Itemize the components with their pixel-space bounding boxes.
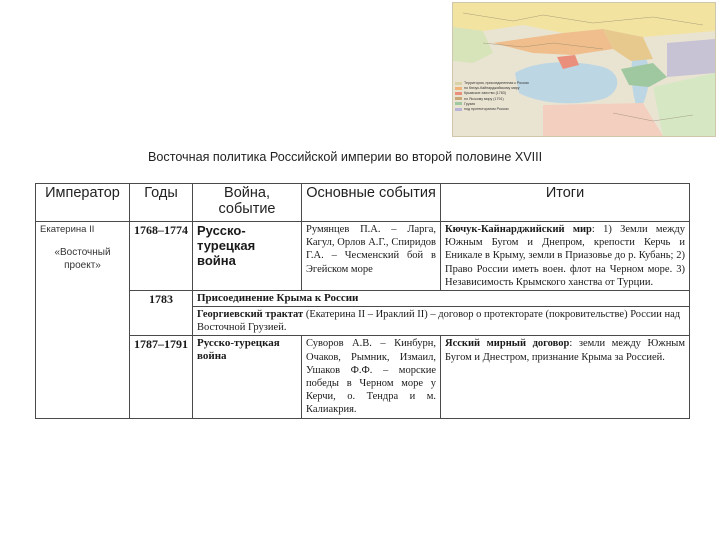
- policy-table: [35, 183, 690, 419]
- years-cell: 1787–1791: [130, 336, 193, 418]
- war-cell: Русско-турецкая война: [193, 222, 302, 291]
- header-war: Война, событие: [193, 184, 302, 222]
- events-cell: Суворов А.В. – Кинбурн, Очаков, Рымник, Измаил, Ушаков Ф.Ф. – морские победы в Черном море у Керчи, о. Тендра и м. Калиакрия.: [302, 336, 441, 418]
- header-emperor: Император: [36, 184, 130, 222]
- page-title: Восточная политика Российской империи во второй половине XVIII: [148, 150, 543, 164]
- table-header-row: [36, 184, 690, 222]
- header-events: Основные события: [302, 184, 441, 222]
- legend-entry: под протекторатом России: [455, 107, 541, 112]
- emperor-name: Екатерина II: [40, 224, 95, 235]
- years-cell: 1768–1774: [130, 222, 193, 291]
- legend-entry: Крымское ханство (1783): [455, 91, 541, 96]
- map-drawing: [453, 3, 715, 136]
- results-cell: [441, 222, 690, 291]
- historical-map: [452, 2, 716, 137]
- treaty-text: (Екатерина II – Ираклий II) – договор о протекторате (покровительстве) России над Восточной Грузией.: [197, 309, 681, 334]
- legend-entry: Грузия: [455, 102, 541, 107]
- table-row: [36, 291, 690, 307]
- events-cell: Румянцев П.А. – Ларга, Кагул, Орлов А.Г., Спиридов Г.А. – Чесменский бой в Эгейском море: [302, 222, 441, 291]
- treaty-name: Георгиевский трактат: [197, 309, 304, 321]
- legend-entry: по Ясскому миру (1791): [455, 97, 541, 102]
- project-name: «Восточный проект»: [54, 247, 111, 272]
- treaty-cell: [193, 307, 690, 336]
- event-cell: Присоединение Крыма к России: [193, 291, 690, 307]
- legend-entry: по Кючук-Кайнарджийскому миру: [455, 86, 541, 91]
- emperor-cell: [36, 222, 130, 419]
- treaty-name: Кючук-Кайнарджийский мир: [445, 224, 592, 235]
- table-row: [36, 222, 690, 291]
- legend-entry: Территория, присоединенная к России: [455, 81, 541, 86]
- results-cell: [441, 336, 690, 418]
- results-text: : земли между Южным Бугом и Днестром, признание Крыма за Россией.: [445, 338, 686, 363]
- war-cell: Русско-турецкая война: [193, 336, 302, 418]
- table-row: [36, 336, 690, 418]
- years-cell: 1783: [130, 291, 193, 336]
- header-years: Годы: [130, 184, 193, 222]
- results-text: : 1) Земли между Южным Бугом и Днепром, крепости Керчь и Еникале в Крыму, земли в Приазовье до р. Кубань; 2) Право России иметь воен. флот на Черном море. 3) Независимость Крымского ханства от Турции.: [445, 224, 686, 288]
- map-legend: [455, 81, 541, 112]
- header-results: Итоги: [441, 184, 690, 222]
- treaty-name: Ясский мирный договор: [445, 338, 570, 350]
